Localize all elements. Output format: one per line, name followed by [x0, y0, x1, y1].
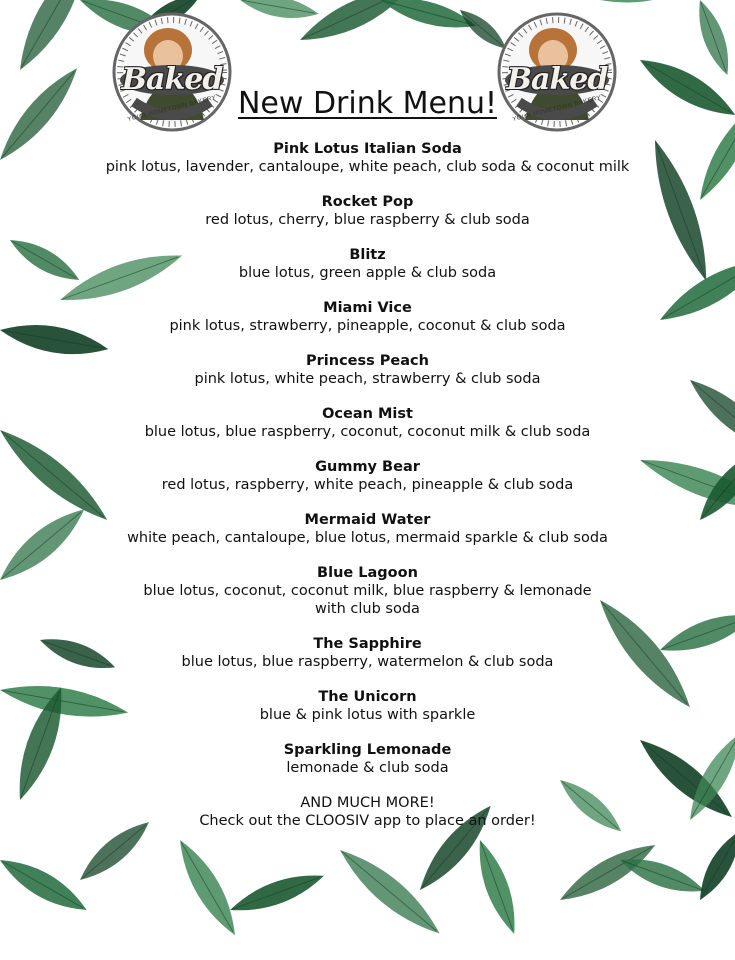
drink-ingredients: blue lotus, blue raspberry, watermelon & club soda — [181, 654, 554, 670]
leaf-vein — [342, 851, 437, 931]
menu-item — [60, 193, 675, 229]
menu-item — [60, 741, 675, 777]
leaf-shape — [682, 371, 735, 460]
drink-name: Blue Lagoon — [317, 565, 418, 581]
drink-ingredients: lemonade & club soda — [286, 760, 449, 776]
menu-item — [60, 140, 675, 176]
drink-name: The Sapphire — [313, 636, 422, 652]
drink-ingredients: blue & pink lotus with sparkle — [259, 707, 476, 723]
drink-menu-list — [60, 140, 675, 830]
menu-item — [60, 299, 675, 335]
drink-ingredients: pink lotus, strawberry, pineapple, coconut & club soda — [169, 318, 566, 334]
menu-footer — [60, 794, 675, 830]
drink-ingredients-continued: with club soda — [315, 601, 420, 617]
leaf-vein — [82, 825, 146, 879]
menu-item — [60, 405, 675, 441]
page-title — [0, 84, 735, 121]
leaf-shape — [691, 826, 735, 905]
drink-ingredients: pink lotus, lavender, cantaloupe, white peach, club soda & coconut milk — [105, 159, 630, 175]
logo-wordmark: Baked — [506, 62, 608, 97]
logo-tagline: YOUR HOMETOWN BAKERY — [512, 95, 602, 123]
drink-ingredients: blue lotus, coconut, coconut milk, blue raspberry & lemonade — [143, 583, 592, 599]
leaf-vein — [181, 842, 233, 932]
leaf-vein — [2, 861, 83, 908]
logo-wordmark: Baked — [121, 62, 223, 97]
leaf-shape — [8, 0, 97, 77]
drink-ingredients: blue lotus, green apple & club soda — [238, 265, 497, 281]
menu-item — [60, 688, 675, 724]
drink-name: Rocket Pop — [321, 194, 414, 210]
drink-name: Miami Vice — [323, 300, 412, 316]
menu-item — [60, 511, 675, 547]
drink-name: Pink Lotus Italian Soda — [273, 141, 462, 157]
drink-name: Gummy Bear — [315, 459, 420, 475]
leaf-shape — [0, 850, 93, 921]
drink-name: Sparkling Lemonade — [283, 742, 452, 758]
menu-item — [60, 564, 675, 618]
footer-more-text: AND MUCH MORE! — [300, 795, 435, 811]
logo-tagline: YOUR HOMETOWN BAKERY — [127, 95, 217, 123]
drink-ingredients: white peach, cantaloupe, blue lotus, mermaid sparkle & club soda — [127, 530, 608, 546]
drink-ingredients: pink lotus, white peach, strawberry & club soda — [194, 371, 541, 387]
drink-ingredients: red lotus, raspberry, white peach, pineapple & club soda — [161, 477, 574, 493]
drink-name: The Unicorn — [318, 689, 417, 705]
drink-name: Mermaid Water — [304, 512, 431, 528]
footer-app-callout: Check out the CLOOSIV app to place an order! — [199, 813, 536, 829]
drink-ingredients: red lotus, cherry, blue raspberry & club soda — [205, 212, 530, 228]
menu-item — [60, 458, 675, 494]
leaf-shape — [691, 0, 735, 79]
menu-item — [60, 246, 675, 282]
drink-ingredients: blue lotus, blue raspberry, coconut, coconut milk & club soda — [144, 424, 591, 440]
drink-name: Princess Peach — [306, 353, 429, 369]
menu-item — [60, 352, 675, 388]
page-title-text: New Drink Menu! — [237, 86, 498, 121]
drink-name: Ocean Mist — [322, 406, 413, 422]
menu-item — [60, 635, 675, 671]
drink-name: Blitz — [349, 247, 386, 263]
